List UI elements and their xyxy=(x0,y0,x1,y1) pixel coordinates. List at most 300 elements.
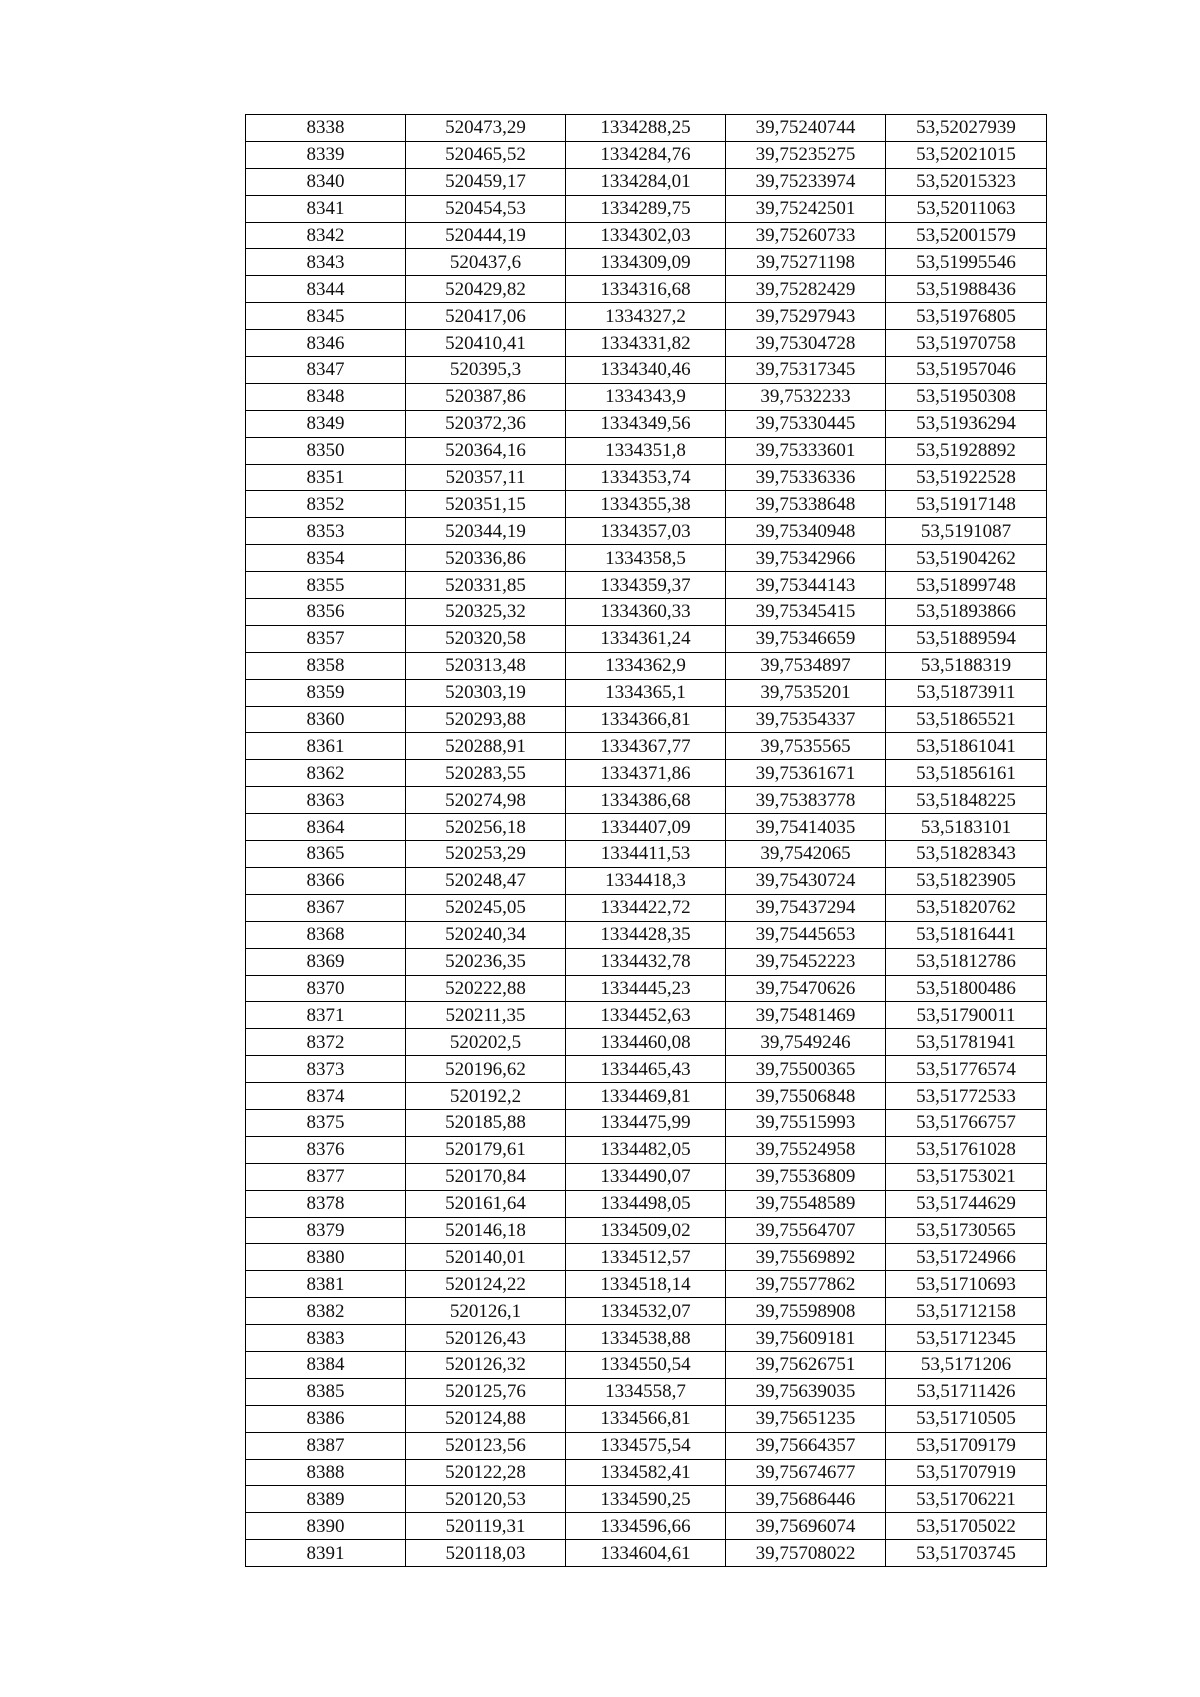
latitude-cell: 53,51761028 xyxy=(886,1136,1047,1163)
y-coordinate-cell: 1334465,43 xyxy=(566,1056,726,1083)
longitude-cell: 39,75548589 xyxy=(726,1190,886,1217)
table-row xyxy=(246,491,1047,518)
x-coordinate-cell: 520395,3 xyxy=(406,357,566,384)
longitude-cell: 39,75651235 xyxy=(726,1405,886,1432)
y-coordinate-cell: 1334367,77 xyxy=(566,733,726,760)
latitude-cell: 53,52027939 xyxy=(886,115,1047,142)
longitude-cell: 39,75524958 xyxy=(726,1136,886,1163)
y-coordinate-cell: 1334359,37 xyxy=(566,572,726,599)
y-coordinate-cell: 1334365,1 xyxy=(566,679,726,706)
longitude-cell: 39,75430724 xyxy=(726,867,886,894)
point-number-cell: 8370 xyxy=(246,975,406,1002)
table-row xyxy=(246,652,1047,679)
longitude-cell: 39,7535565 xyxy=(726,733,886,760)
longitude-cell: 39,75235275 xyxy=(726,141,886,168)
table-row xyxy=(246,679,1047,706)
x-coordinate-cell: 520122,28 xyxy=(406,1459,566,1486)
y-coordinate-cell: 1334509,02 xyxy=(566,1217,726,1244)
x-coordinate-cell: 520202,5 xyxy=(406,1029,566,1056)
latitude-cell: 53,52001579 xyxy=(886,222,1047,249)
x-coordinate-cell: 520274,98 xyxy=(406,787,566,814)
y-coordinate-cell: 1334289,75 xyxy=(566,195,726,222)
longitude-cell: 39,75304728 xyxy=(726,330,886,357)
x-coordinate-cell: 520126,32 xyxy=(406,1351,566,1378)
point-number-cell: 8384 xyxy=(246,1351,406,1378)
x-coordinate-cell: 520140,01 xyxy=(406,1244,566,1271)
latitude-cell: 53,51712345 xyxy=(886,1325,1047,1352)
latitude-cell: 53,51922528 xyxy=(886,464,1047,491)
point-number-cell: 8364 xyxy=(246,814,406,841)
point-number-cell: 8342 xyxy=(246,222,406,249)
longitude-cell: 39,75452223 xyxy=(726,948,886,975)
y-coordinate-cell: 1334407,09 xyxy=(566,814,726,841)
x-coordinate-cell: 520248,47 xyxy=(406,867,566,894)
x-coordinate-cell: 520170,84 xyxy=(406,1163,566,1190)
table-row xyxy=(246,841,1047,868)
point-number-cell: 8382 xyxy=(246,1298,406,1325)
x-coordinate-cell: 520331,85 xyxy=(406,572,566,599)
latitude-cell: 53,51816441 xyxy=(886,921,1047,948)
table-row xyxy=(246,1378,1047,1405)
longitude-cell: 39,75345415 xyxy=(726,599,886,626)
y-coordinate-cell: 1334428,35 xyxy=(566,921,726,948)
x-coordinate-cell: 520196,62 xyxy=(406,1056,566,1083)
x-coordinate-cell: 520473,29 xyxy=(406,115,566,142)
x-coordinate-cell: 520119,31 xyxy=(406,1513,566,1540)
x-coordinate-cell: 520320,58 xyxy=(406,625,566,652)
x-coordinate-cell: 520357,11 xyxy=(406,464,566,491)
y-coordinate-cell: 1334566,81 xyxy=(566,1405,726,1432)
latitude-cell: 53,52021015 xyxy=(886,141,1047,168)
longitude-cell: 39,75242501 xyxy=(726,195,886,222)
longitude-cell: 39,75333601 xyxy=(726,437,886,464)
x-coordinate-cell: 520283,55 xyxy=(406,760,566,787)
longitude-cell: 39,75330445 xyxy=(726,410,886,437)
y-coordinate-cell: 1334284,01 xyxy=(566,168,726,195)
x-coordinate-cell: 520118,03 xyxy=(406,1540,566,1567)
table-row xyxy=(246,625,1047,652)
table-row xyxy=(246,1029,1047,1056)
y-coordinate-cell: 1334498,05 xyxy=(566,1190,726,1217)
x-coordinate-cell: 520288,91 xyxy=(406,733,566,760)
latitude-cell: 53,51772533 xyxy=(886,1083,1047,1110)
table-row xyxy=(246,1190,1047,1217)
longitude-cell: 39,75686446 xyxy=(726,1486,886,1513)
longitude-cell: 39,75233974 xyxy=(726,168,886,195)
latitude-cell: 53,51820762 xyxy=(886,894,1047,921)
latitude-cell: 53,51970758 xyxy=(886,330,1047,357)
point-number-cell: 8352 xyxy=(246,491,406,518)
table-row xyxy=(246,733,1047,760)
x-coordinate-cell: 520344,19 xyxy=(406,518,566,545)
longitude-cell: 39,75626751 xyxy=(726,1351,886,1378)
latitude-cell: 53,51823905 xyxy=(886,867,1047,894)
point-number-cell: 8360 xyxy=(246,706,406,733)
latitude-cell: 53,51995546 xyxy=(886,249,1047,276)
x-coordinate-cell: 520126,43 xyxy=(406,1325,566,1352)
table-row xyxy=(246,1244,1047,1271)
y-coordinate-cell: 1334538,88 xyxy=(566,1325,726,1352)
table-row xyxy=(246,1271,1047,1298)
latitude-cell: 53,51812786 xyxy=(886,948,1047,975)
x-coordinate-cell: 520336,86 xyxy=(406,545,566,572)
point-number-cell: 8359 xyxy=(246,679,406,706)
coordinate-table-body xyxy=(246,115,1047,1567)
y-coordinate-cell: 1334361,24 xyxy=(566,625,726,652)
point-number-cell: 8390 xyxy=(246,1513,406,1540)
longitude-cell: 39,7532233 xyxy=(726,383,886,410)
latitude-cell: 53,51710505 xyxy=(886,1405,1047,1432)
point-number-cell: 8388 xyxy=(246,1459,406,1486)
point-number-cell: 8366 xyxy=(246,867,406,894)
longitude-cell: 39,75664357 xyxy=(726,1432,886,1459)
y-coordinate-cell: 1334302,03 xyxy=(566,222,726,249)
latitude-cell: 53,51828343 xyxy=(886,841,1047,868)
latitude-cell: 53,51873911 xyxy=(886,679,1047,706)
point-number-cell: 8351 xyxy=(246,464,406,491)
table-row xyxy=(246,1002,1047,1029)
point-number-cell: 8354 xyxy=(246,545,406,572)
table-row xyxy=(246,814,1047,841)
table-row xyxy=(246,1351,1047,1378)
y-coordinate-cell: 1334309,09 xyxy=(566,249,726,276)
table-row xyxy=(246,867,1047,894)
latitude-cell: 53,51856161 xyxy=(886,760,1047,787)
table-row xyxy=(246,1163,1047,1190)
table-row xyxy=(246,1513,1047,1540)
x-coordinate-cell: 520429,82 xyxy=(406,276,566,303)
x-coordinate-cell: 520236,35 xyxy=(406,948,566,975)
latitude-cell: 53,51800486 xyxy=(886,975,1047,1002)
x-coordinate-cell: 520313,48 xyxy=(406,652,566,679)
x-coordinate-cell: 520245,05 xyxy=(406,894,566,921)
longitude-cell: 39,75598908 xyxy=(726,1298,886,1325)
table-row xyxy=(246,303,1047,330)
y-coordinate-cell: 1334445,23 xyxy=(566,975,726,1002)
latitude-cell: 53,52015323 xyxy=(886,168,1047,195)
y-coordinate-cell: 1334340,46 xyxy=(566,357,726,384)
x-coordinate-cell: 520126,1 xyxy=(406,1298,566,1325)
table-row xyxy=(246,572,1047,599)
latitude-cell: 53,51705022 xyxy=(886,1513,1047,1540)
point-number-cell: 8377 xyxy=(246,1163,406,1190)
longitude-cell: 39,75338648 xyxy=(726,491,886,518)
point-number-cell: 8374 xyxy=(246,1083,406,1110)
y-coordinate-cell: 1334582,41 xyxy=(566,1459,726,1486)
y-coordinate-cell: 1334371,86 xyxy=(566,760,726,787)
latitude-cell: 53,51776574 xyxy=(886,1056,1047,1083)
longitude-cell: 39,7535201 xyxy=(726,679,886,706)
latitude-cell: 53,5188319 xyxy=(886,652,1047,679)
longitude-cell: 39,75639035 xyxy=(726,1378,886,1405)
latitude-cell: 53,51904262 xyxy=(886,545,1047,572)
longitude-cell: 39,7549246 xyxy=(726,1029,886,1056)
y-coordinate-cell: 1334288,25 xyxy=(566,115,726,142)
point-number-cell: 8389 xyxy=(246,1486,406,1513)
x-coordinate-cell: 520410,41 xyxy=(406,330,566,357)
latitude-cell: 53,51712158 xyxy=(886,1298,1047,1325)
table-row xyxy=(246,383,1047,410)
y-coordinate-cell: 1334362,9 xyxy=(566,652,726,679)
x-coordinate-cell: 520125,76 xyxy=(406,1378,566,1405)
y-coordinate-cell: 1334386,68 xyxy=(566,787,726,814)
point-number-cell: 8383 xyxy=(246,1325,406,1352)
x-coordinate-cell: 520256,18 xyxy=(406,814,566,841)
x-coordinate-cell: 520124,22 xyxy=(406,1271,566,1298)
latitude-cell: 53,51766757 xyxy=(886,1109,1047,1136)
longitude-cell: 39,7534897 xyxy=(726,652,886,679)
point-number-cell: 8353 xyxy=(246,518,406,545)
y-coordinate-cell: 1334351,8 xyxy=(566,437,726,464)
y-coordinate-cell: 1334284,76 xyxy=(566,141,726,168)
x-coordinate-cell: 520179,61 xyxy=(406,1136,566,1163)
x-coordinate-cell: 520417,06 xyxy=(406,303,566,330)
x-coordinate-cell: 520437,6 xyxy=(406,249,566,276)
y-coordinate-cell: 1334358,5 xyxy=(566,545,726,572)
longitude-cell: 39,75361671 xyxy=(726,760,886,787)
latitude-cell: 53,51957046 xyxy=(886,357,1047,384)
table-row xyxy=(246,1486,1047,1513)
longitude-cell: 39,75481469 xyxy=(726,1002,886,1029)
point-number-cell: 8379 xyxy=(246,1217,406,1244)
point-number-cell: 8356 xyxy=(246,599,406,626)
point-number-cell: 8368 xyxy=(246,921,406,948)
longitude-cell: 39,75297943 xyxy=(726,303,886,330)
point-number-cell: 8349 xyxy=(246,410,406,437)
x-coordinate-cell: 520240,34 xyxy=(406,921,566,948)
y-coordinate-cell: 1334418,3 xyxy=(566,867,726,894)
point-number-cell: 8357 xyxy=(246,625,406,652)
longitude-cell: 39,75240744 xyxy=(726,115,886,142)
y-coordinate-cell: 1334357,03 xyxy=(566,518,726,545)
longitude-cell: 39,75609181 xyxy=(726,1325,886,1352)
table-row xyxy=(246,1083,1047,1110)
latitude-cell: 53,51707919 xyxy=(886,1459,1047,1486)
latitude-cell: 53,51988436 xyxy=(886,276,1047,303)
x-coordinate-cell: 520444,19 xyxy=(406,222,566,249)
longitude-cell: 39,75437294 xyxy=(726,894,886,921)
latitude-cell: 53,51790011 xyxy=(886,1002,1047,1029)
point-number-cell: 8385 xyxy=(246,1378,406,1405)
longitude-cell: 39,75708022 xyxy=(726,1540,886,1567)
latitude-cell: 53,5183101 xyxy=(886,814,1047,841)
longitude-cell: 39,75445653 xyxy=(726,921,886,948)
x-coordinate-cell: 520146,18 xyxy=(406,1217,566,1244)
point-number-cell: 8344 xyxy=(246,276,406,303)
point-number-cell: 8343 xyxy=(246,249,406,276)
y-coordinate-cell: 1334366,81 xyxy=(566,706,726,733)
table-row xyxy=(246,599,1047,626)
table-row xyxy=(246,222,1047,249)
latitude-cell: 53,51976805 xyxy=(886,303,1047,330)
y-coordinate-cell: 1334590,25 xyxy=(566,1486,726,1513)
table-row xyxy=(246,706,1047,733)
table-row xyxy=(246,1109,1047,1136)
latitude-cell: 53,51861041 xyxy=(886,733,1047,760)
y-coordinate-cell: 1334422,72 xyxy=(566,894,726,921)
table-row xyxy=(246,168,1047,195)
x-coordinate-cell: 520120,53 xyxy=(406,1486,566,1513)
y-coordinate-cell: 1334575,54 xyxy=(566,1432,726,1459)
longitude-cell: 39,75577862 xyxy=(726,1271,886,1298)
table-row xyxy=(246,921,1047,948)
longitude-cell: 39,75569892 xyxy=(726,1244,886,1271)
longitude-cell: 39,75354337 xyxy=(726,706,886,733)
y-coordinate-cell: 1334331,82 xyxy=(566,330,726,357)
point-number-cell: 8346 xyxy=(246,330,406,357)
table-row xyxy=(246,787,1047,814)
x-coordinate-cell: 520454,53 xyxy=(406,195,566,222)
point-number-cell: 8348 xyxy=(246,383,406,410)
y-coordinate-cell: 1334482,05 xyxy=(566,1136,726,1163)
longitude-cell: 39,75260733 xyxy=(726,222,886,249)
point-number-cell: 8369 xyxy=(246,948,406,975)
y-coordinate-cell: 1334604,61 xyxy=(566,1540,726,1567)
y-coordinate-cell: 1334360,33 xyxy=(566,599,726,626)
table-row xyxy=(246,1056,1047,1083)
point-number-cell: 8363 xyxy=(246,787,406,814)
table-row xyxy=(246,1405,1047,1432)
table-row xyxy=(246,1136,1047,1163)
point-number-cell: 8350 xyxy=(246,437,406,464)
y-coordinate-cell: 1334558,7 xyxy=(566,1378,726,1405)
y-coordinate-cell: 1334411,53 xyxy=(566,841,726,868)
x-coordinate-cell: 520293,88 xyxy=(406,706,566,733)
point-number-cell: 8355 xyxy=(246,572,406,599)
table-row xyxy=(246,330,1047,357)
table-row xyxy=(246,464,1047,491)
table-row xyxy=(246,141,1047,168)
x-coordinate-cell: 520124,88 xyxy=(406,1405,566,1432)
latitude-cell: 53,51936294 xyxy=(886,410,1047,437)
table-row xyxy=(246,1217,1047,1244)
longitude-cell: 39,75340948 xyxy=(726,518,886,545)
x-coordinate-cell: 520211,35 xyxy=(406,1002,566,1029)
y-coordinate-cell: 1334353,74 xyxy=(566,464,726,491)
y-coordinate-cell: 1334490,07 xyxy=(566,1163,726,1190)
latitude-cell: 53,51950308 xyxy=(886,383,1047,410)
x-coordinate-cell: 520372,36 xyxy=(406,410,566,437)
latitude-cell: 53,51744629 xyxy=(886,1190,1047,1217)
point-number-cell: 8339 xyxy=(246,141,406,168)
x-coordinate-cell: 520185,88 xyxy=(406,1109,566,1136)
latitude-cell: 53,5171206 xyxy=(886,1351,1047,1378)
longitude-cell: 39,75414035 xyxy=(726,814,886,841)
longitude-cell: 39,75564707 xyxy=(726,1217,886,1244)
latitude-cell: 53,51848225 xyxy=(886,787,1047,814)
x-coordinate-cell: 520253,29 xyxy=(406,841,566,868)
y-coordinate-cell: 1334469,81 xyxy=(566,1083,726,1110)
y-coordinate-cell: 1334349,56 xyxy=(566,410,726,437)
point-number-cell: 8375 xyxy=(246,1109,406,1136)
latitude-cell: 53,51928892 xyxy=(886,437,1047,464)
longitude-cell: 39,7542065 xyxy=(726,841,886,868)
table-row xyxy=(246,948,1047,975)
table-row xyxy=(246,410,1047,437)
table-row xyxy=(246,894,1047,921)
latitude-cell: 53,51730565 xyxy=(886,1217,1047,1244)
longitude-cell: 39,75506848 xyxy=(726,1083,886,1110)
latitude-cell: 53,5191087 xyxy=(886,518,1047,545)
y-coordinate-cell: 1334596,66 xyxy=(566,1513,726,1540)
x-coordinate-cell: 520387,86 xyxy=(406,383,566,410)
latitude-cell: 53,51893866 xyxy=(886,599,1047,626)
longitude-cell: 39,75342966 xyxy=(726,545,886,572)
point-number-cell: 8381 xyxy=(246,1271,406,1298)
longitude-cell: 39,75282429 xyxy=(726,276,886,303)
point-number-cell: 8372 xyxy=(246,1029,406,1056)
latitude-cell: 53,51711426 xyxy=(886,1378,1047,1405)
table-row xyxy=(246,545,1047,572)
table-row xyxy=(246,276,1047,303)
y-coordinate-cell: 1334518,14 xyxy=(566,1271,726,1298)
point-number-cell: 8376 xyxy=(246,1136,406,1163)
y-coordinate-cell: 1334532,07 xyxy=(566,1298,726,1325)
point-number-cell: 8362 xyxy=(246,760,406,787)
x-coordinate-cell: 520465,52 xyxy=(406,141,566,168)
point-number-cell: 8358 xyxy=(246,652,406,679)
table-row xyxy=(246,437,1047,464)
latitude-cell: 53,51706221 xyxy=(886,1486,1047,1513)
table-row xyxy=(246,1540,1047,1567)
point-number-cell: 8380 xyxy=(246,1244,406,1271)
longitude-cell: 39,75470626 xyxy=(726,975,886,1002)
point-number-cell: 8341 xyxy=(246,195,406,222)
point-number-cell: 8340 xyxy=(246,168,406,195)
x-coordinate-cell: 520351,15 xyxy=(406,491,566,518)
x-coordinate-cell: 520192,2 xyxy=(406,1083,566,1110)
latitude-cell: 53,52011063 xyxy=(886,195,1047,222)
table-row xyxy=(246,1432,1047,1459)
point-number-cell: 8347 xyxy=(246,357,406,384)
latitude-cell: 53,51703745 xyxy=(886,1540,1047,1567)
y-coordinate-cell: 1334512,57 xyxy=(566,1244,726,1271)
y-coordinate-cell: 1334327,2 xyxy=(566,303,726,330)
point-number-cell: 8386 xyxy=(246,1405,406,1432)
point-number-cell: 8365 xyxy=(246,841,406,868)
x-coordinate-cell: 520161,64 xyxy=(406,1190,566,1217)
point-number-cell: 8367 xyxy=(246,894,406,921)
y-coordinate-cell: 1334460,08 xyxy=(566,1029,726,1056)
y-coordinate-cell: 1334355,38 xyxy=(566,491,726,518)
latitude-cell: 53,51899748 xyxy=(886,572,1047,599)
x-coordinate-cell: 520459,17 xyxy=(406,168,566,195)
table-row xyxy=(246,518,1047,545)
longitude-cell: 39,75515993 xyxy=(726,1109,886,1136)
y-coordinate-cell: 1334316,68 xyxy=(566,276,726,303)
latitude-cell: 53,51710693 xyxy=(886,1271,1047,1298)
x-coordinate-cell: 520325,32 xyxy=(406,599,566,626)
point-number-cell: 8373 xyxy=(246,1056,406,1083)
latitude-cell: 53,51917148 xyxy=(886,491,1047,518)
longitude-cell: 39,75383778 xyxy=(726,787,886,814)
longitude-cell: 39,75344143 xyxy=(726,572,886,599)
longitude-cell: 39,75696074 xyxy=(726,1513,886,1540)
y-coordinate-cell: 1334343,9 xyxy=(566,383,726,410)
x-coordinate-cell: 520123,56 xyxy=(406,1432,566,1459)
coordinate-table xyxy=(245,114,1047,1567)
y-coordinate-cell: 1334452,63 xyxy=(566,1002,726,1029)
longitude-cell: 39,75271198 xyxy=(726,249,886,276)
longitude-cell: 39,75346659 xyxy=(726,625,886,652)
longitude-cell: 39,75336336 xyxy=(726,464,886,491)
y-coordinate-cell: 1334550,54 xyxy=(566,1351,726,1378)
table-row xyxy=(246,1459,1047,1486)
point-number-cell: 8338 xyxy=(246,115,406,142)
point-number-cell: 8361 xyxy=(246,733,406,760)
latitude-cell: 53,51724966 xyxy=(886,1244,1047,1271)
longitude-cell: 39,75536809 xyxy=(726,1163,886,1190)
